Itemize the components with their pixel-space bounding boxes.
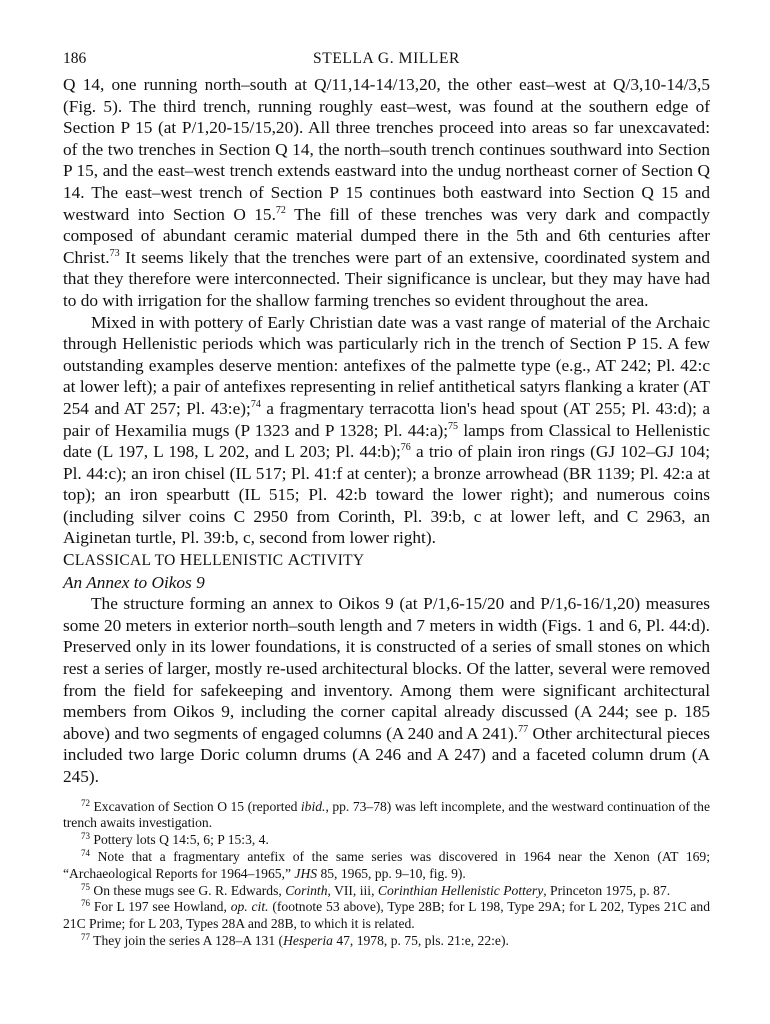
paragraph-annex: The structure forming an annex to Oikos 9 (at P/1,6-15/20 and P/1,6-16/1,20) measures some 20 meters in exterior north–south length and 7 meters in width (Figs. 1 and 6, Pl. 44:d). Preserved only in its lower foundations, it is constructed of a series of small stones on which rest a series of larger, mostly re-used architectural blocks. Of the latter, several were removed from the field for safekeeping and inventory. Among them were significant architectural members from Oikos 9, including the corner capital already discussed (A 244; see p. 185 above) and two segments of engaged columns (A 240 and A 241).$^{77}$ Other architectural pieces included two large Doric column drums (A 246 and A 247) and a faceted column drum (A 245). — [63, 594, 710, 786]
footnote-76: $^{76}$ For L 197 see Howland, op. cit. (footnote 53 above), Type 28B; for L 198, Type 29A; for L 202, Types 21C and 21C Prime; for L 203, Types 28A and 28B, to which it is related. — [63, 898, 710, 932]
page-number: 186 — [63, 50, 87, 67]
footnote-77: $^{77}$ They join the series A 128–A 131 (Hesperia 47, 1978, p. 75, pls. 21:e, 22:e). — [81, 931, 509, 948]
subsection-heading: An Annex to Oikos 9 — [63, 572, 205, 592]
footnotes — [63, 799, 710, 950]
footnote-73: $^{73}$ Pottery lots Q 14:5, 6; P 15:3, 4. — [81, 831, 269, 848]
footnote-ref-75[interactable]: 75 — [448, 420, 459, 432]
body-text — [63, 74, 710, 788]
section-heading: CLASSICAL TO HELLENISTIC ACTIVITY — [63, 550, 365, 570]
footnote-ref-76[interactable]: 76 — [400, 442, 411, 454]
footnote-74: $^{74}$ Note that a fragmentary antefix of the same series was discovered in 1964 near the Xenon (AT 169; “Archaeological Reports for 1964–1965,” JHS 85, 1965, pp. 9–10, fig. 9). — [63, 847, 710, 881]
paragraph-trenches: Q 14, one running north–south at Q/11,14-14/13,20, the other east–west at Q/3,10-14/3,5 (Fig. 5). The third trench, running roughly east–west, was found at the southern edge of Section P 15 (at P/1,20-15/15,20). All three trenches proceed into areas so far unexcavated: of the two trenches in Section Q 14, the north–south trench continues southward into Section P 15, and the east–west trench extends eastward into the undug northeast corner of Section Q 14. The east–west trench of Section P 15 continues both eastward into Section Q 15 and westward into Section O 15.72 The fill of these trenches was very dark and compactly composed of abundant ceramic material dumped there in the 5th and 6th centuries after Christ.$^{73}$ It seems likely that the trenches were part of an extensive, coordinated system and that they therefore were interconnected. Their significance is unclear, but they may have had to do with irrigation for the shallow farming trenches so evident throughout the area. — [63, 75, 710, 310]
footnote-ref-77[interactable]: 77 — [518, 723, 529, 735]
page — [63, 50, 710, 950]
footnote-ref-74[interactable]: 74 — [250, 398, 261, 410]
paragraph-finds: Mixed in with pottery of Early Christian date was a vast range of material of the Archaic through Hellenistic periods which was particularly rich in the trench of Section P 15. A few outstanding examples deserve mention: antefixes of the palmette type (e.g., AT 242; Pl. 42:c at lower left); a pair of antefixes representing in relief antithetical satyrs flanking a krater (AT 254 and AT 257; Pl. 43:e);$^{74}$ a fragmentary terracotta lion's head spout (AT 255; Pl. 43:d); a pair of Hexamilia mugs (P 1323 and P 1328; Pl. 44:a);$^{75}$ lamps from Classical to Hellenistic date (L 197, L 198, L 202, and L 203; Pl. 44:b);$^{76}$ a trio of plain iron rings (GJ 102–GJ 104; Pl. 44:c); an iron chisel (IL 517; Pl. 41:f at center); a bronze arrowhead (BR 1139; Pl. 42:a at top); an iron spearbutt (IL 515; Pl. 42:b toward the lower right); and numerous coins (including silver coins C 2950 from Corinth, Pl. 39:b, c at lower left, and C 2963, an Aiginetan turtle, Pl. 39:b, c, second from lower right). — [63, 312, 710, 548]
page-header — [63, 50, 710, 74]
running-head: STELLA G. MILLER — [313, 50, 460, 67]
footnote-ref-72[interactable]: 72 — [275, 204, 286, 216]
footnote-ref-73[interactable]: 73 — [109, 247, 120, 259]
footnote-72: $^{72}$ Excavation of Section O 15 (reported ibid., pp. 73–78) was left incomplete, and the westward continuation of the trench awaits investigation. — [63, 797, 711, 831]
footnote-75: $^{75}$ On these mugs see G. R. Edwards, Corinth, VII, iii, Corinthian Hellenistic Pottery, Princeton 1975, p. 87. — [81, 881, 671, 898]
